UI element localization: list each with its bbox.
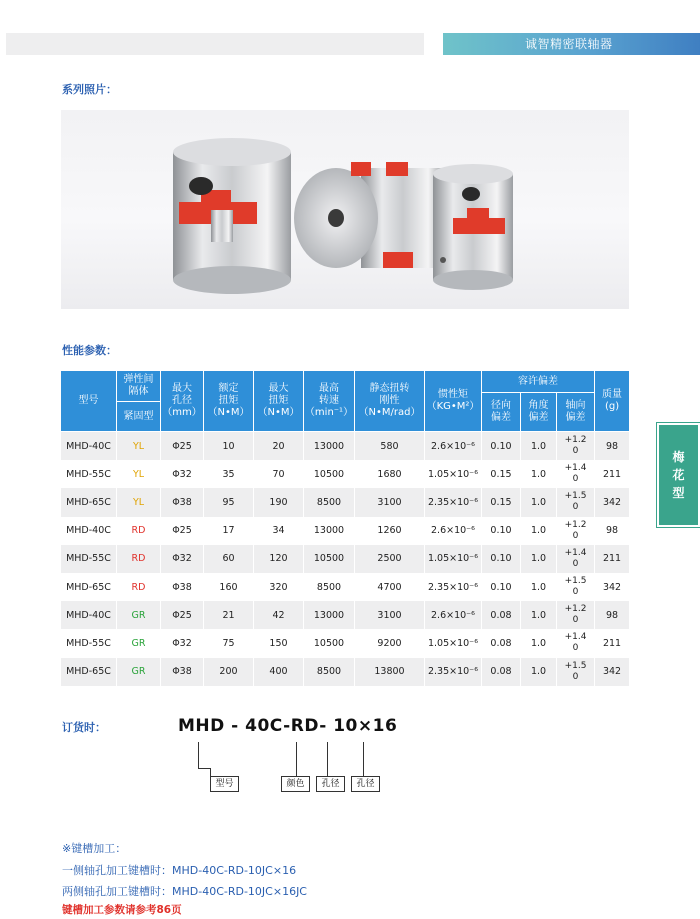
cell-rated-torque: 10 [204,432,254,460]
cell-angular: 1.0 [521,601,557,629]
cell-bore: Φ25 [161,432,204,460]
cell-mass: 98 [595,517,629,545]
cell-axial [557,432,595,460]
th-bore: 最大 孔径 （mm） [161,371,204,432]
cell-radial: 0.10 [482,517,521,545]
cell-radial: 0.10 [482,573,521,601]
axial-upper: +1.4 [564,463,587,474]
cell-speed: 10500 [304,460,355,488]
axial-upper: +1.5 [564,660,587,671]
cell-stiffness: 1260 [355,517,425,545]
cell-stiffness: 3100 [355,601,425,629]
cell-stiffness: 13800 [355,658,425,686]
keyway-note-both-sides: 两侧轴孔加工键槽时：MHD-40C-RD-10JC×16JC [62,885,307,898]
cell-max-torque: 20 [254,432,304,460]
cell-axial [557,658,595,686]
cell-angular: 1.0 [521,432,557,460]
cell-inertia: 1.05×10⁻⁶ [425,460,482,488]
axial-upper: +1.4 [564,547,587,558]
cell-rated-torque: 160 [204,573,254,601]
cell-inertia: 2.35×10⁻⁶ [425,573,482,601]
axial-upper: +1.4 [564,632,587,643]
cell-radial: 0.08 [482,629,521,657]
order-label-bore-2: 孔径 [351,776,380,792]
cell-color: YL [117,460,161,488]
photo-section-title: 系列照片： [62,83,117,96]
cell-bore: Φ32 [161,460,204,488]
cell-mass: 211 [595,460,629,488]
th-max-torque: 最大 扭矩 （N•M） [254,371,304,432]
keyway-note-title: ※键槽加工： [62,842,127,855]
connector-line [363,742,364,776]
cell-stiffness: 1680 [355,460,425,488]
cell-radial: 0.08 [482,658,521,686]
cell-angular: 1.0 [521,460,557,488]
cell-stiffness: 4700 [355,573,425,601]
axial-upper: +1.2 [564,604,587,615]
cell-color: RD [117,517,161,545]
cell-bore: Φ25 [161,601,204,629]
th-mass: 质量 (g) [595,371,629,432]
cell-color: GR [117,601,161,629]
th-rated-torque: 额定 扭矩 （N•M） [204,371,254,432]
table-row [61,601,629,629]
axial-lower: 0 [572,615,579,626]
spec-section-title: 性能参数： [62,344,117,357]
cell-bore: Φ38 [161,488,204,516]
th-speed: 最高 转速 （min⁻¹） [304,371,355,432]
cell-bore: Φ38 [161,573,204,601]
brand-title: 诚智精密联轴器 [525,37,613,51]
cell-mass: 98 [595,601,629,629]
cell-bore: Φ32 [161,629,204,657]
th-axial: 轴向 偏差 [557,393,595,432]
cell-mass: 342 [595,658,629,686]
cell-inertia: 2.35×10⁻⁶ [425,488,482,516]
cell-rated-torque: 200 [204,658,254,686]
order-label-color: 颜色 [281,776,310,792]
table-row [61,573,629,601]
cell-speed: 10500 [304,545,355,573]
cell-mass: 211 [595,545,629,573]
keyway-note-reference: 键槽加工参数请参考86页 [62,904,182,916]
cell-angular: 1.0 [521,517,557,545]
axial-upper: +1.2 [564,519,587,530]
connector-line [198,742,199,768]
coupling-illustration [61,110,629,309]
table-row [61,517,629,545]
cell-mass: 342 [595,488,629,516]
cell-axial [557,601,595,629]
table-row [61,545,629,573]
cell-radial: 0.15 [482,488,521,516]
axial-upper: +1.5 [564,576,587,587]
axial-upper: +1.5 [564,491,587,502]
table-row [61,658,629,686]
order-section-title: 订货时： [62,721,106,734]
cell-bore: Φ32 [161,545,204,573]
cell-model: MHD-40C [61,601,117,629]
cell-angular: 1.0 [521,573,557,601]
table-row [61,488,629,516]
cell-model: MHD-55C [61,460,117,488]
cell-speed: 13000 [304,432,355,460]
th-stiffness: 静态扭转 刚性 （N•M/rad） [355,371,425,432]
cell-model: MHD-55C [61,545,117,573]
cell-max-torque: 34 [254,517,304,545]
cell-speed: 10500 [304,629,355,657]
cell-color: GR [117,629,161,657]
side-tab-plum-type: 梅 花 型 [657,423,700,527]
coupling-large [173,138,291,294]
order-label-model: 型号 [210,776,239,792]
connector-line [296,742,297,776]
cell-rated-torque: 95 [204,488,254,516]
cell-axial [557,460,595,488]
cell-inertia: 2.6×10⁻⁶ [425,601,482,629]
cell-speed: 13000 [304,517,355,545]
cell-model: MHD-55C [61,629,117,657]
axial-lower: 0 [572,587,579,598]
cell-mass: 342 [595,573,629,601]
brand-title-bar [443,33,700,55]
cell-axial [557,545,595,573]
table-row [61,432,629,460]
connector-line [210,768,211,776]
cell-color: YL [117,432,161,460]
cell-stiffness: 9200 [355,629,425,657]
cell-speed: 13000 [304,601,355,629]
cell-stiffness: 3100 [355,488,425,516]
cell-max-torque: 190 [254,488,304,516]
spec-table [61,371,629,686]
cell-mass: 98 [595,432,629,460]
product-photo [61,110,629,309]
cell-axial [557,488,595,516]
cell-color: YL [117,488,161,516]
cell-rated-torque: 17 [204,517,254,545]
connector-line [327,742,328,776]
cell-model: MHD-65C [61,658,117,686]
axial-lower: 0 [572,643,579,654]
cell-speed: 8500 [304,658,355,686]
cell-inertia: 2.6×10⁻⁶ [425,517,482,545]
cell-axial [557,573,595,601]
cell-inertia: 1.05×10⁻⁶ [425,545,482,573]
table-row [61,460,629,488]
cell-radial: 0.10 [482,432,521,460]
table-row [61,629,629,657]
cell-axial [557,629,595,657]
cell-stiffness: 2500 [355,545,425,573]
cell-max-torque: 120 [254,545,304,573]
cell-max-torque: 42 [254,601,304,629]
cell-angular: 1.0 [521,545,557,573]
connector-line [198,768,210,769]
cell-max-torque: 150 [254,629,304,657]
cell-color: RD [117,545,161,573]
axial-lower: 0 [572,474,579,485]
cell-max-torque: 400 [254,658,304,686]
th-angular: 角度 偏差 [521,393,557,432]
th-tolerance: 容许偏差 [482,371,595,393]
cell-color: RD [117,573,161,601]
cell-radial: 0.10 [482,545,521,573]
axial-lower: 0 [572,446,579,457]
cell-radial: 0.15 [482,460,521,488]
header-grey-bar [6,33,424,55]
coupling-medium [294,162,445,268]
cell-inertia: 2.6×10⁻⁶ [425,432,482,460]
th-model: 型号 [61,371,117,432]
cell-stiffness: 580 [355,432,425,460]
coupling-small [433,164,513,290]
cell-speed: 8500 [304,488,355,516]
cell-rated-torque: 21 [204,601,254,629]
cell-bore: Φ25 [161,517,204,545]
keyway-note-one-side: 一侧轴孔加工键槽时：MHD-40C-RD-10JC×16 [62,864,297,877]
cell-rated-torque: 60 [204,545,254,573]
cell-angular: 1.0 [521,629,557,657]
cell-max-torque: 70 [254,460,304,488]
cell-angular: 1.0 [521,658,557,686]
cell-color: GR [117,658,161,686]
axial-lower: 0 [572,502,579,513]
cell-inertia: 2.35×10⁻⁶ [425,658,482,686]
axial-upper: +1.2 [564,435,587,446]
cell-radial: 0.08 [482,601,521,629]
cell-inertia: 1.05×10⁻⁶ [425,629,482,657]
cell-model: MHD-65C [61,573,117,601]
cell-mass: 211 [595,629,629,657]
axial-lower: 0 [572,558,579,569]
th-elastomer: 弹性间 隔体 [117,371,161,402]
cell-model: MHD-40C [61,432,117,460]
cell-rated-torque: 75 [204,629,254,657]
cell-rated-torque: 35 [204,460,254,488]
th-inertia: 惯性矩 （KG•M²） [425,371,482,432]
cell-model: MHD-65C [61,488,117,516]
cell-speed: 8500 [304,573,355,601]
order-code: MHD - 40C-RD- 10×16 [178,716,398,736]
th-clamp-type: 紧固型 [117,402,161,432]
cell-bore: Φ38 [161,658,204,686]
cell-axial [557,517,595,545]
axial-lower: 0 [572,530,579,541]
cell-max-torque: 320 [254,573,304,601]
th-radial: 径向 偏差 [482,393,521,432]
order-label-bore-1: 孔径 [316,776,345,792]
cell-angular: 1.0 [521,488,557,516]
cell-model: MHD-40C [61,517,117,545]
axial-lower: 0 [572,671,579,682]
